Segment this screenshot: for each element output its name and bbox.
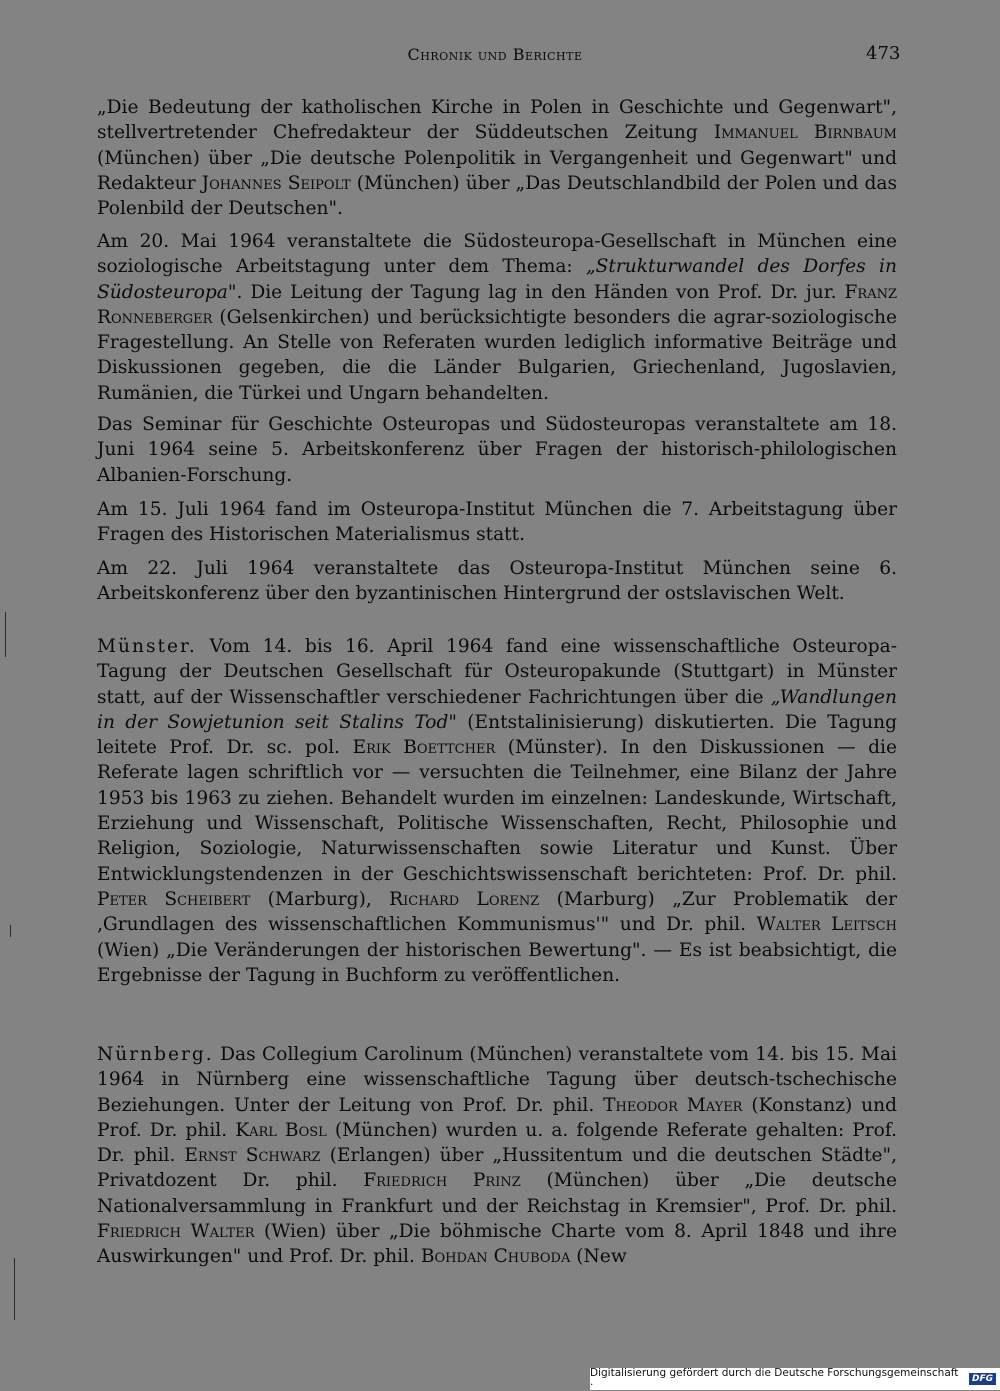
paragraph-7 bbox=[97, 1042, 897, 1270]
text: (München) über „Das Deutschlandbild der Polen und das Polenbild der Deutschen". bbox=[97, 172, 897, 220]
margin-line bbox=[14, 1258, 15, 1296]
text: (Gelsenkirchen) und berücksichtigte besonders die agrar-soziologische Fragestellung. An Stelle von Referaten wurden lediglich informative Beiträge und Diskussionen gegeben, die die Länder Bulgarien, Griechenland, Jugoslavien, Rumänien, die Türkei und Ungarn behandelten. bbox=[97, 306, 897, 404]
text: Das Collegium Carolinum (München) veranstaltete vom 14. bis 15. Mai 1964 in Nürnberg eine wissenschaftliche Tagung über deutsch-tschechische Beziehungen. Unter der Leitung von Prof. Dr. phil. bbox=[97, 1044, 897, 1116]
running-header: Chronik und Berichte bbox=[407, 45, 583, 64]
text: „Die Bedeutung der katholischen Kirche in Polen in Geschichte und Gegenwart", stellvertretender Chefredakteur der Süddeutschen Zeitung bbox=[97, 97, 897, 144]
person-name: Friedrich Prinz bbox=[363, 1170, 521, 1192]
paragraph-5: Am 22. Juli 1964 veranstaltete das Osteuropa-Institut München seine 6. Arbeitskonferenz über den byzantinischen Hintergrund der ostslavischen Welt. bbox=[97, 558, 897, 605]
person-name: Richard Lorenz bbox=[389, 888, 540, 910]
paragraph-4: Am 15. Juli 1964 fand im Osteuropa-Institut München die 7. Arbeitstagung über Fragen des Historischen Materialismus statt. bbox=[97, 499, 897, 546]
person-name: Karl Bosl bbox=[235, 1119, 327, 1141]
paragraph-1 bbox=[97, 95, 897, 221]
paragraph-6 bbox=[97, 634, 897, 988]
text: (Marburg), bbox=[250, 888, 390, 910]
digitization-footer bbox=[590, 1368, 1000, 1390]
text: (Erlangen) über „Hussitentum und die deutschen Städte", Privatdozent Dr. phil. bbox=[97, 1145, 898, 1192]
person-name: Johannes Seipolt bbox=[201, 172, 351, 194]
person-name: Bohdan Chuboda bbox=[420, 1246, 571, 1268]
margin-line bbox=[10, 925, 11, 937]
person-name: Friedrich Walter bbox=[97, 1221, 255, 1243]
text: (München) über „Die deutsche Polenpolitik in Vergangenheit und Gegenwart" und Redakteur bbox=[97, 147, 897, 194]
person-name: Immanuel Birnbaum bbox=[713, 122, 897, 144]
paragraph-2 bbox=[97, 229, 897, 406]
text: . Die Leitung der Tagung lag in den Händen von Prof. Dr. jur. bbox=[236, 281, 845, 303]
text: (Wien) über „Die böhmische Charte vom 8. April 1848 und ihre Auswirkungen" und Prof. Dr. phil. bbox=[97, 1221, 897, 1268]
event-title: „Strukturwandel des Dorfes in Südosteuropa" bbox=[97, 256, 897, 303]
person-name: Walter Leitsch bbox=[756, 914, 898, 936]
text: Vom 14. bis 16. April 1964 fand eine wissenschaftliche Osteuropa-Tagung der Deutschen Gesellschaft für Osteuropakunde (Stuttgart) in Münster statt, auf der Wissenschaftler verschiedener Fachrichtungen über die bbox=[97, 636, 897, 708]
margin-line bbox=[14, 1296, 15, 1320]
page-number: 473 bbox=[866, 43, 901, 64]
person-name: Theodor Mayer bbox=[603, 1094, 743, 1116]
person-name: Peter Scheibert bbox=[97, 888, 251, 910]
text: (München) über „Die deutsche Nationalversammlung in Frankfurt und der Reichstag in Kremsier", Prof. Dr. phil. bbox=[97, 1170, 897, 1217]
text: (Konstanz) und Prof. Dr. phil. bbox=[97, 1094, 897, 1141]
text: (Marburg) „Zur Problematik der ‚Grundlagen des wissenschaftlichen Kommunismus'" und Dr. phil. bbox=[97, 888, 898, 936]
person-name: Ernst Schwarz bbox=[184, 1145, 321, 1167]
paragraph-3: Das Seminar für Geschichte Osteuropas und Südosteuropas veranstaltete am 18. Juni 1964 seine 5. Arbeitskonferenz über Fragen der historisch-philologischen Albanien-Forschung. bbox=[97, 414, 897, 486]
text: (New bbox=[570, 1246, 627, 1268]
text: Am 20. Mai 1964 veranstaltete die Südosteuropa-Gesellschaft in München eine soziologische Arbeitstagung unter dem Thema: bbox=[97, 231, 897, 278]
person-name: Franz Ronneberger bbox=[97, 281, 897, 328]
footer-text: Digitalisierung gefördert durch die Deutsche Forschungsgemeinschaft · bbox=[590, 1367, 959, 1391]
person-name: Erik Boettcher bbox=[352, 737, 496, 759]
text: (Wien) „Die Veränderungen der historischen Bewertung". — Es ist beabsichtigt, die Ergebnisse der Tagung in Buchform zu veröffentlichen. bbox=[97, 939, 897, 986]
place-name: Münster. bbox=[97, 636, 197, 657]
text: (München) wurden u. a. folgende Referate gehalten: Prof. Dr. phil. bbox=[97, 1119, 897, 1167]
dfg-logo-icon: DFG bbox=[969, 1373, 996, 1385]
text: (Entstalinisierung) diskutierten. Die Tagung leitete Prof. Dr. sc. pol. bbox=[97, 711, 898, 759]
margin-line bbox=[5, 612, 6, 657]
event-title: „Wandlungen in der Sowjetunion seit Stalins Tod" bbox=[97, 686, 897, 733]
text: (Münster). In den Diskussionen — die Referate lagen schriftlich vor — versuchten die Teilnehmer, eine Bilanz der Jahre 1953 bis 1963 zu ziehen. Behandelt wurden im einzelnen: Landeskunde, Wirtschaft, Erziehung und Wissenschaft, Politische Wissenschaften, Recht, Philosophie und Religion, Soziologie, Naturwissenschaften sowie Literatur und Kunst. Über Entwicklungstendenzen in der Geschichtswissenschaft berichteten: Prof. Dr. phil. bbox=[97, 737, 898, 885]
place-name: Nürnberg. bbox=[97, 1044, 214, 1065]
